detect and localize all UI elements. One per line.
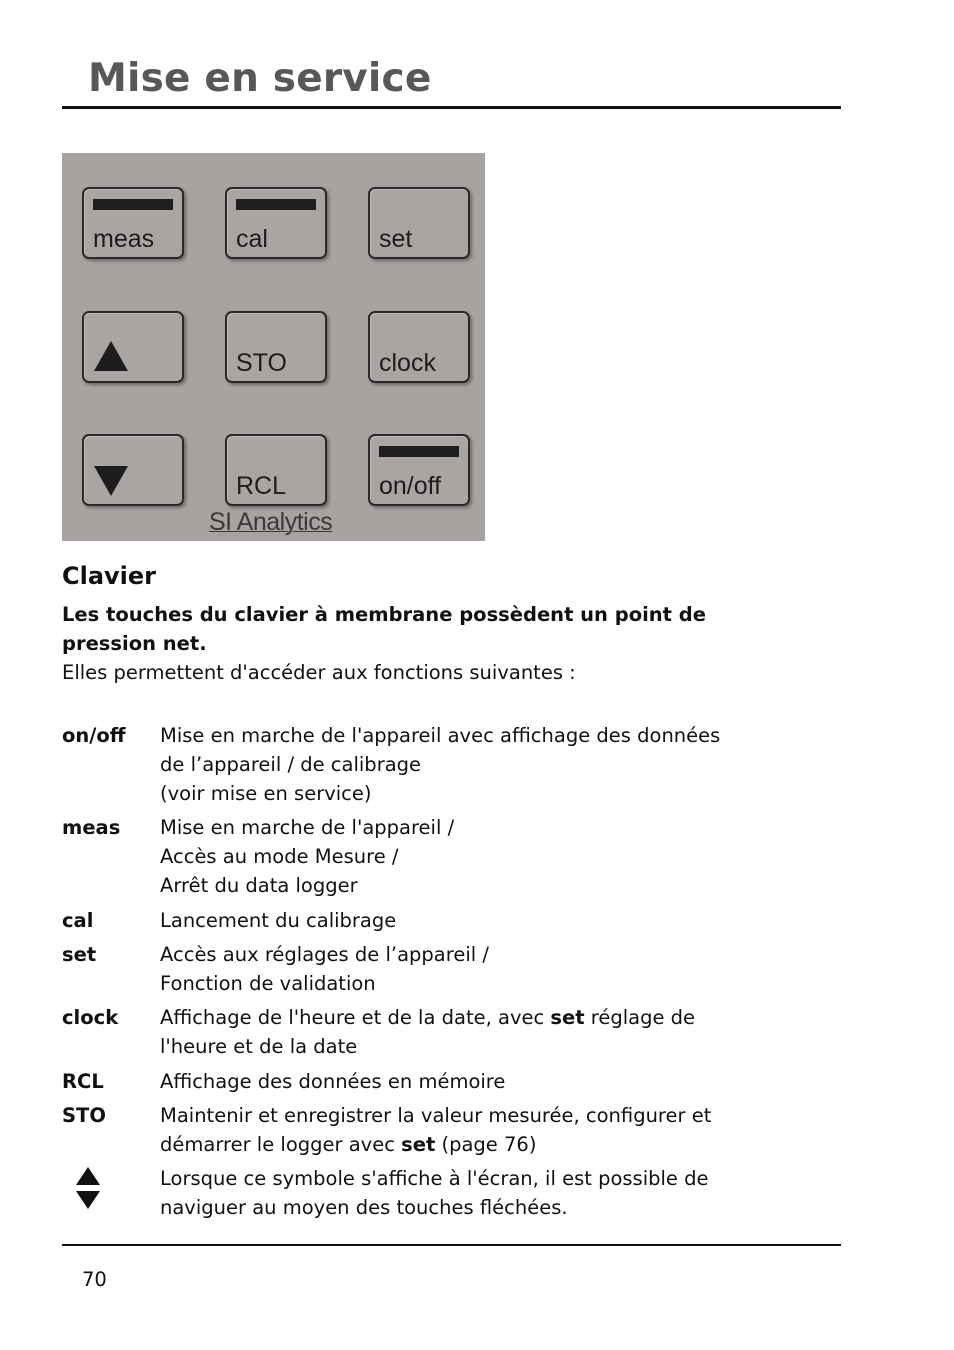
text-run: démarrer le logger avec xyxy=(160,1133,402,1156)
cal-key xyxy=(225,187,327,259)
description-line: Accès au mode Mesure / xyxy=(160,845,399,868)
brand-logo: SI Analytics xyxy=(209,508,333,536)
key-bar xyxy=(93,199,173,210)
sto-key xyxy=(225,311,327,383)
text-run: Affichage de l'heure et de la date, avec xyxy=(160,1006,551,1029)
description-line: Lorsque ce symbole s'affiche à l'écran, il est possible de xyxy=(160,1167,709,1190)
description-line: Arrêt du data logger xyxy=(160,874,358,897)
description-line: Mise en marche de l'appareil avec affichage des données xyxy=(160,724,721,747)
description-line: de l’appareil / de calibrage xyxy=(160,753,422,776)
keypad-photo xyxy=(62,153,485,541)
arrow-up-icon xyxy=(94,341,128,371)
function-description xyxy=(160,1101,820,1159)
section-title: Clavier xyxy=(62,562,157,590)
set-key-label: set xyxy=(379,225,413,253)
page-title: Mise en service xyxy=(88,56,432,101)
meas-key-label: meas xyxy=(93,225,155,253)
up-key xyxy=(82,311,184,383)
sto-key-label: STO xyxy=(236,349,287,377)
footer-rule xyxy=(62,1244,841,1246)
function-key: clock xyxy=(62,1006,119,1029)
cal-key-label: cal xyxy=(236,225,268,253)
function-description xyxy=(160,940,820,998)
description-line: (voir mise en service) xyxy=(160,782,372,805)
page-number: 70 xyxy=(82,1268,107,1291)
function-description xyxy=(160,906,820,935)
key-bar xyxy=(379,446,459,457)
key-bar xyxy=(236,199,316,210)
description-line: Lancement du calibrage xyxy=(160,909,397,932)
header-rule xyxy=(62,106,841,109)
arrow-up-icon xyxy=(76,1167,100,1185)
function-description xyxy=(160,1067,820,1096)
clock-key xyxy=(368,311,470,383)
description-line: Mise en marche de l'appareil / xyxy=(160,816,455,839)
down-key xyxy=(82,434,184,506)
rcl-key xyxy=(225,434,327,506)
intro-bold-text: Les touches du clavier à membrane possèdent un point de pression net. xyxy=(62,603,706,655)
rcl-key-label: RCL xyxy=(236,472,287,500)
description-line xyxy=(160,1130,820,1159)
description-line xyxy=(160,1003,820,1032)
function-key: meas xyxy=(62,816,121,839)
arrow-down-icon xyxy=(94,466,128,496)
description-line: l'heure et de la date xyxy=(160,1035,358,1058)
function-description xyxy=(160,813,820,900)
text-run: (page 76) xyxy=(435,1133,537,1156)
description-line: naviguer au moyen des touches fléchées. xyxy=(160,1196,568,1219)
function-description xyxy=(160,1003,820,1061)
description-line: Accès aux réglages de l’appareil / xyxy=(160,943,489,966)
function-key: on/off xyxy=(62,724,126,747)
onoff-key-label: on/off xyxy=(379,472,442,500)
function-key: RCL xyxy=(62,1070,104,1093)
onoff-key xyxy=(368,434,470,506)
function-description xyxy=(160,1164,820,1222)
arrow-down-icon xyxy=(76,1191,100,1209)
up-down-arrows-icon xyxy=(76,1167,100,1211)
bold-key-ref: set xyxy=(550,1006,585,1029)
clock-key-label: clock xyxy=(379,349,436,377)
function-key: STO xyxy=(62,1104,106,1127)
meas-key xyxy=(82,187,184,259)
function-key: cal xyxy=(62,909,94,932)
description-line: Fonction de validation xyxy=(160,972,376,995)
bold-key-ref: set xyxy=(401,1133,436,1156)
text-run: réglage de xyxy=(584,1006,696,1029)
description-line: Maintenir et enregistrer la valeur mesurée, configurer et xyxy=(160,1104,712,1127)
intro-text: Elles permettent d'accéder aux fonctions suivantes : xyxy=(62,661,576,684)
function-key: set xyxy=(62,943,97,966)
set-key xyxy=(368,187,470,259)
description-line: Affichage des données en mémoire xyxy=(160,1070,506,1093)
function-description xyxy=(160,721,820,808)
